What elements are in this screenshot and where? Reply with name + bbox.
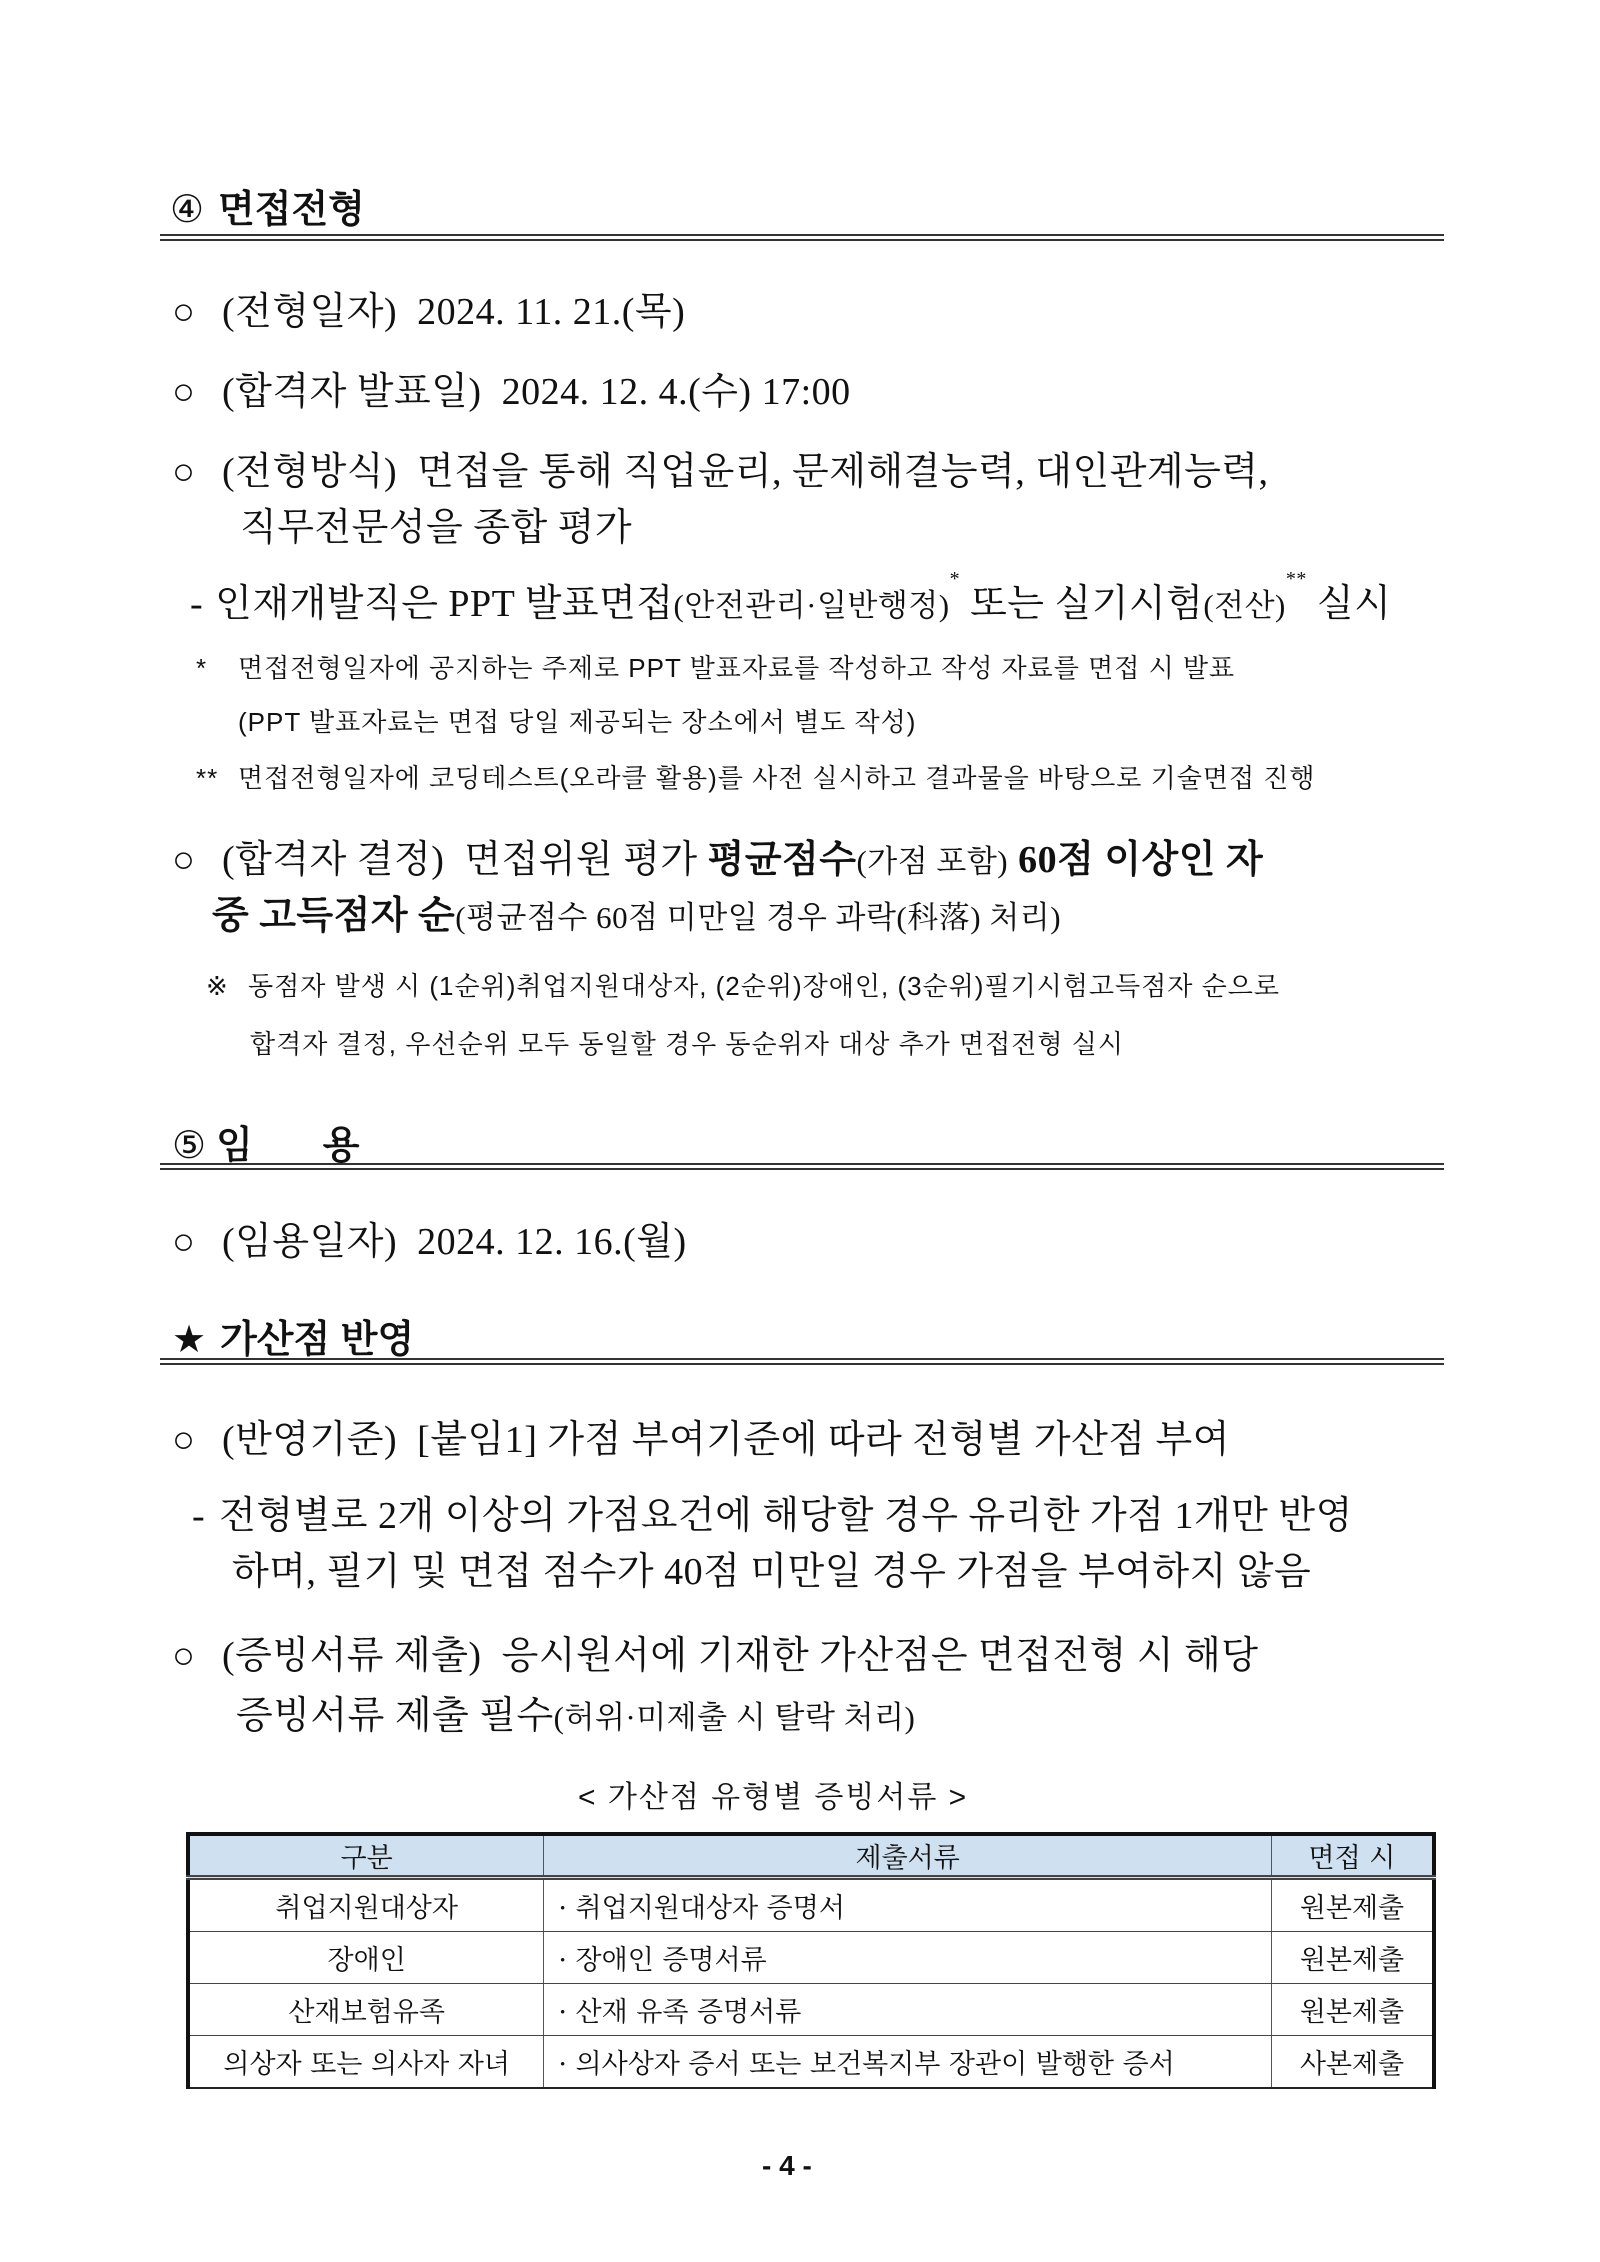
note-text: 동점자 발생 시 (1순위)취업지원대상자, (2순위)장애인, (3순위)필기시험고득점자 순으로 <box>248 971 1280 1001</box>
dash-marker: - <box>192 1495 206 1537</box>
item-value: 2024. 11. 21.(목) <box>417 291 686 333</box>
section-heading-interview <box>170 178 365 233</box>
footnote-text: 면접전형일자에 코딩테스트(오라클 활용)를 사전 실시하고 결과물을 바탕으로 기술면접 진행 <box>238 763 1316 793</box>
criteria-sub-item <box>192 1484 1353 1539</box>
bullet-circle: ○ <box>172 291 196 333</box>
section-marker: ⑤ <box>172 1125 207 1167</box>
column-header: 면접 시 <box>1271 1834 1434 1878</box>
section-title: 면접전형 <box>218 189 365 231</box>
submission-cell: 원본제출 <box>1271 1878 1434 1932</box>
bullet-circle: ○ <box>172 1635 196 1677</box>
paren-text: (허위·미제출 시 탈락 처리) <box>553 1700 916 1735</box>
table-row <box>188 1878 1434 1932</box>
section-heading-bonus <box>172 1308 414 1363</box>
item-text: 증빙서류 제출 필수 <box>236 1695 554 1737</box>
bullet-circle: ○ <box>172 1221 196 1263</box>
footnote-ref: ** <box>1285 568 1307 590</box>
item-label: (합격자 발표일) <box>222 371 482 413</box>
footnote-2 <box>196 758 1316 795</box>
submission-cell: 사본제출 <box>1271 2036 1434 2089</box>
announce-date-item <box>172 360 851 415</box>
table-header-row <box>188 1834 1434 1878</box>
item-value: 2024. 12. 16.(월) <box>417 1221 687 1263</box>
section-heading-appointment <box>172 1114 360 1169</box>
bold-text: 중 고득점자 순 <box>212 895 456 937</box>
hrd-text: 또는 실기시험 <box>960 583 1204 625</box>
table-row <box>188 2036 1434 2089</box>
reference-mark: ※ <box>206 971 229 1001</box>
section-marker: ④ <box>170 189 205 231</box>
hrd-interview-line <box>190 568 1392 627</box>
documents-cell: · 산재 유족 증명서류 <box>544 1984 1272 2036</box>
method-item-line2: 직무전문성을 종합 평가 <box>240 507 633 549</box>
item-label: (전형일자) <box>222 291 398 333</box>
footnote-mark: * <box>196 653 208 683</box>
docs-item-line2 <box>236 1684 915 1739</box>
bullet-circle: ○ <box>172 1419 196 1461</box>
submission-cell: 원본제출 <box>1271 1932 1434 1984</box>
item-text: 전형별로 2개 이상의 가점요건에 해당할 경우 유리한 가점 1개만 반영 <box>219 1495 1353 1537</box>
category-cell: 취업지원대상자 <box>188 1878 544 1932</box>
criteria-sub-line2: 하며, 필기 및 면접 점수가 40점 미만일 경우 가점을 부여하지 않음 <box>232 1551 1312 1593</box>
tie-note <box>206 966 1280 1003</box>
category-cell: 의상자 또는 의사자 자녀 <box>188 2036 544 2089</box>
bold-text: 60점 이상인 자 <box>1018 839 1264 881</box>
item-value: [붙임1] 가점 부여기준에 따라 전형별 가산점 부여 <box>417 1419 1230 1461</box>
tie-note-line2: 합격자 결정, 우선순위 모두 동일할 경우 동순위자 대상 추가 면접전형 실시 <box>250 1029 1124 1059</box>
item-label: (임용일자) <box>222 1221 398 1263</box>
hrd-text: 인재개발직은 PPT 발표면접 <box>215 583 674 625</box>
appointment-date-item <box>172 1210 687 1265</box>
footnote-1-line2: (PPT 발표자료는 면접 당일 제공되는 장소에서 별도 작성) <box>238 707 917 737</box>
bullet-circle: ○ <box>172 451 196 493</box>
heading-rule <box>160 1163 1444 1170</box>
table-caption: < 가산점 유형별 증빙서류 > <box>578 1781 969 1814</box>
criteria-item <box>172 1408 1230 1463</box>
item-text: 면접을 통해 직업윤리, 문제해결능력, 대인관계능력, <box>417 451 1269 493</box>
bonus-docs-table <box>186 1832 1436 2089</box>
heading-rule <box>160 234 1444 241</box>
item-label: (전형방식) <box>222 451 398 493</box>
documents-cell: · 장애인 증명서류 <box>544 1932 1272 1984</box>
documents-cell: · 취업지원대상자 증명서 <box>544 1878 1272 1932</box>
page-number: - 4 - <box>762 2150 812 2181</box>
section-title: 가산점 반영 <box>220 1319 415 1361</box>
section-title: 임 <box>216 1125 253 1167</box>
section-title: 용 <box>322 1125 360 1167</box>
footnote-ref: * <box>949 568 961 590</box>
footnote-1 <box>196 648 1235 685</box>
bullet-circle: ○ <box>172 371 196 413</box>
decision-item-line2 <box>212 884 1061 939</box>
dash-marker: - <box>190 583 204 625</box>
decision-item <box>172 828 1263 883</box>
bullet-circle: ○ <box>172 839 196 881</box>
footnote-text: 면접전형일자에 공지하는 주제로 PPT 발표자료를 작성하고 작성 자료를 면접 시 발표 <box>238 653 1236 683</box>
paren-text: (전산) <box>1203 588 1286 623</box>
interview-date-item <box>172 280 685 335</box>
column-header: 제출서류 <box>544 1834 1272 1878</box>
method-item <box>172 440 1269 495</box>
table-row <box>188 1984 1434 2036</box>
footnote-mark: ** <box>196 763 219 793</box>
item-value: 2024. 12. 4.(수) 17:00 <box>501 371 851 413</box>
paren-text: (평균점수 60점 미만일 경우 과락(科落) 처리) <box>455 900 1062 935</box>
paren-text: (가점 포함) <box>856 844 1009 879</box>
hrd-text: 실시 <box>1306 583 1392 625</box>
table-row <box>188 1932 1434 1984</box>
item-label: (합격자 결정) <box>222 839 445 881</box>
category-cell: 장애인 <box>188 1932 544 1984</box>
category-cell: 산재보험유족 <box>188 1984 544 2036</box>
documents-cell: · 의사상자 증서 또는 보건복지부 장관이 발행한 증서 <box>544 2036 1272 2089</box>
paren-text: (안전관리·일반행정) <box>673 588 950 623</box>
docs-item <box>172 1624 1259 1679</box>
item-label: (반영기준) <box>222 1419 398 1461</box>
bold-text: 평균점수 <box>707 839 857 881</box>
item-text: 응시원서에 기재한 가산점은 면접전형 시 해당 <box>501 1635 1259 1677</box>
item-text: 면접위원 평가 <box>464 839 698 881</box>
column-header: 구분 <box>188 1834 544 1878</box>
heading-rule <box>160 1358 1444 1365</box>
submission-cell: 원본제출 <box>1271 1984 1434 2036</box>
item-label: (증빙서류 제출) <box>222 1635 482 1677</box>
star-icon: ★ <box>172 1319 207 1361</box>
